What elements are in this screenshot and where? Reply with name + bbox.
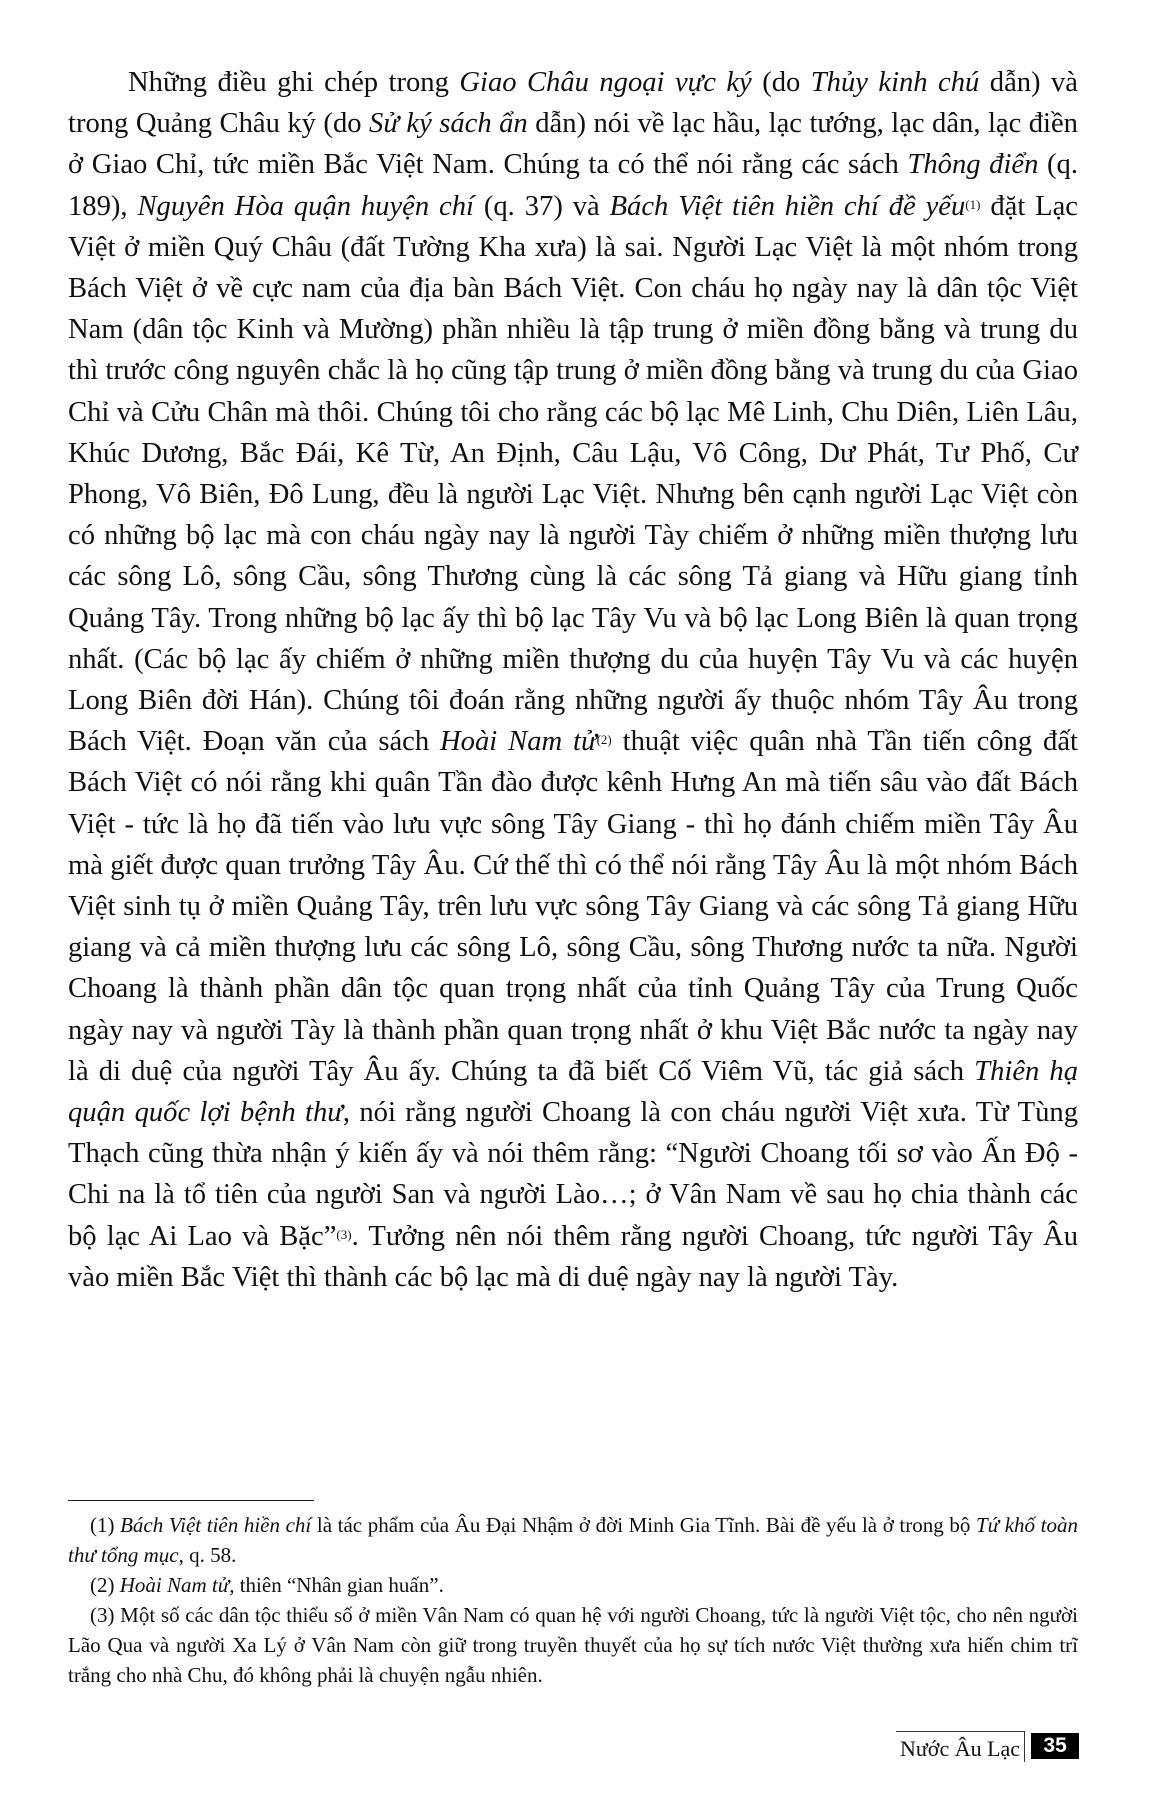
text-run: , nói rằng người Choang là con cháu người Việt xưa. Từ Tùng Thạch cũng thừa nhận ý kiến ấy và nói thêm rằng: “Người Choang tối sơ vào Ấn Độ - Chi na là tổ tiên của người San và người Lào…; ở Vân Nam về sau họ chia thành các bộ lạc Ai Lao và Bặc”	[68, 1097, 1078, 1252]
text-run: (do	[751, 67, 811, 98]
text-run: (q. 37) và	[473, 190, 610, 222]
text-run: dẫn) nói về lạc hầu, lạc tướng, lạc dân, lạc điền ở Giao Chỉ, tức miền Bắc Việt Nam. Chúng ta có thể nói rằng các sách	[68, 108, 1078, 181]
text-run: đặt Lạc Việt ở miền Quý Châu (đất Tường Kha xưa) là sai. Người Lạc Việt là một nhóm trong Bách Việt ở về cực nam của địa bàn Bách Việt. Con cháu họ ngày nay là dân tộc Việt Nam (dân tộc Kinh và Mường) phần nhiều là tập trung ở miền đồng bằng và trung du thì trước công nguyên chắc là họ cũng tập trung ở miền đồng bằng và trung du của Giao Chỉ và Cửu Chân mà thôi. Chúng tôi cho rằng các bộ lạc Mê Linh, Chu Diên, Liên Lâu, Khúc Dương, Bắc Đái, Kê Từ, An Định, Câu Lậu, Vô Công, Dư Phát, Tư Phố, Cư Phong, Vô Biên, Đô Lung, đều là người Lạc Việt. Nhưng bên cạnh người Lạc Việt còn có những bộ lạc mà con cháu ngày nay là người Tày chiếm ở những miền thượng lưu các sông Lô, sông Cầu, sông Thương cùng là các sông Tả giang và Hữu giang tỉnh Quảng Tây. Trong những bộ lạc ấy thì bộ lạc Tây Vu và bộ lạc Long Biên là quan trọng nhất. (Các bộ lạc ấy chiếm ở những miền thượng du của huyện Tây Vu và các huyện Long Biên đời Hán). Chúng tôi đoán rằng những người ấy thuộc nhóm Tây Âu trong Bách Việt. Đoạn văn của sách	[68, 190, 1079, 758]
page-body	[68, 62, 1078, 1298]
book-title: Hoài Nam tử	[440, 726, 597, 758]
book-title: Sử ký sách ẩn	[369, 108, 528, 140]
footnote-3	[68, 1600, 1078, 1690]
book-title: Thiên hạ quận quốc lợi bệnh thư	[68, 1055, 1079, 1129]
book-title: Giao Châu ngoại vực ký	[459, 67, 752, 98]
book-title: Bách Việt tiên hiền chí đề yếu	[609, 190, 966, 222]
footnote-2	[68, 1570, 1078, 1600]
text-run: Những điều ghi chép trong	[128, 67, 460, 98]
text-run: dẫn) và trong Quảng Châu ký (do	[68, 67, 1078, 140]
footnote-number: (2)	[90, 1573, 120, 1597]
book-title: Hoài Nam tử,	[119, 1573, 235, 1597]
footnote-1	[68, 1510, 1078, 1570]
footnote-ref-1: (1)	[965, 196, 981, 212]
book-title: Tứ khố toàn thư tổng mục	[68, 1513, 1078, 1567]
indent	[68, 1603, 90, 1627]
running-head: Nước Âu Lạc	[896, 1731, 1025, 1762]
text-run: là tác phẩm của Âu Đại Nhậm ở đời Minh Gia Tĩnh. Bài đề yếu là ở trong bộ	[311, 1513, 976, 1537]
page-number: 35	[1031, 1733, 1079, 1759]
text-run: (q. 189),	[68, 149, 1079, 222]
book-title: Bách Việt tiên hiền chí	[120, 1513, 312, 1537]
book-title: Thủy kinh chú	[810, 67, 980, 98]
text-run: thuật việc quân nhà Tần tiến công đất Bách Việt có nói rằng khi quân Tần đào được kênh Hưng An mà tiến sâu vào đất Bách Việt - tức là họ đã tiến vào lưu vực sông Tây Giang - thì họ đánh chiếm miền Tây Âu mà giết được quan trưởng Tây Âu. Cứ thế thì có thể nói rằng Tây Âu là một nhóm Bách Việt sinh tụ ở miền Quảng Tây, trên lưu vực sông Tây Giang và các sông Tả giang Hữu giang và cả miền thượng lưu các sông Lô, sông Cầu, sông Thương nước ta nữa. Người Choang là thành phần dân tộc quan trọng nhất của tỉnh Quảng Tây của Trung Quốc ngày nay và người Tày là thành phần quan trọng nhất ở khu Việt Bắc nước ta ngày nay là di duệ của người Tây Âu ấy. Chúng ta đã biết Cố Viêm Vũ, tác giả sách	[68, 726, 1078, 1087]
text-run: thiên “Nhân gian huấn”.	[234, 1573, 444, 1597]
text-run: (3) Một số các dân tộc thiểu số ở miền Vân Nam có quan hệ với người Choang, tức là người Việt tộc, cho nên người Lão Qua và người Xa Lý ở Vân Nam còn giữ trong truyền thuyết của họ sự tích nước Việt thường xưa hiến chim trĩ trắng cho nhà Chu, đó không phải là chuyện ngẫu nhiên.	[68, 1603, 1078, 1687]
page-footer	[896, 1731, 1079, 1761]
footnote-ref-3: (3)	[336, 1226, 352, 1242]
footnotes	[68, 1510, 1078, 1690]
book-title: Thông điển	[907, 149, 1039, 181]
book-title: Nguyên Hòa quận huyện chí	[137, 190, 474, 222]
main-paragraph	[68, 62, 1078, 1298]
text-run: , q. 58.	[178, 1543, 237, 1567]
text-run: . Tưởng nên nói thêm rằng người Choang, tức người Tây Âu vào miền Bắc Việt thì thành các bộ lạc mà di duệ ngày nay là người Tày.	[68, 1220, 1078, 1293]
footnote-ref-2: (2)	[596, 732, 612, 748]
footnote-divider	[68, 1500, 314, 1501]
footnote-number: (1)	[90, 1513, 121, 1537]
